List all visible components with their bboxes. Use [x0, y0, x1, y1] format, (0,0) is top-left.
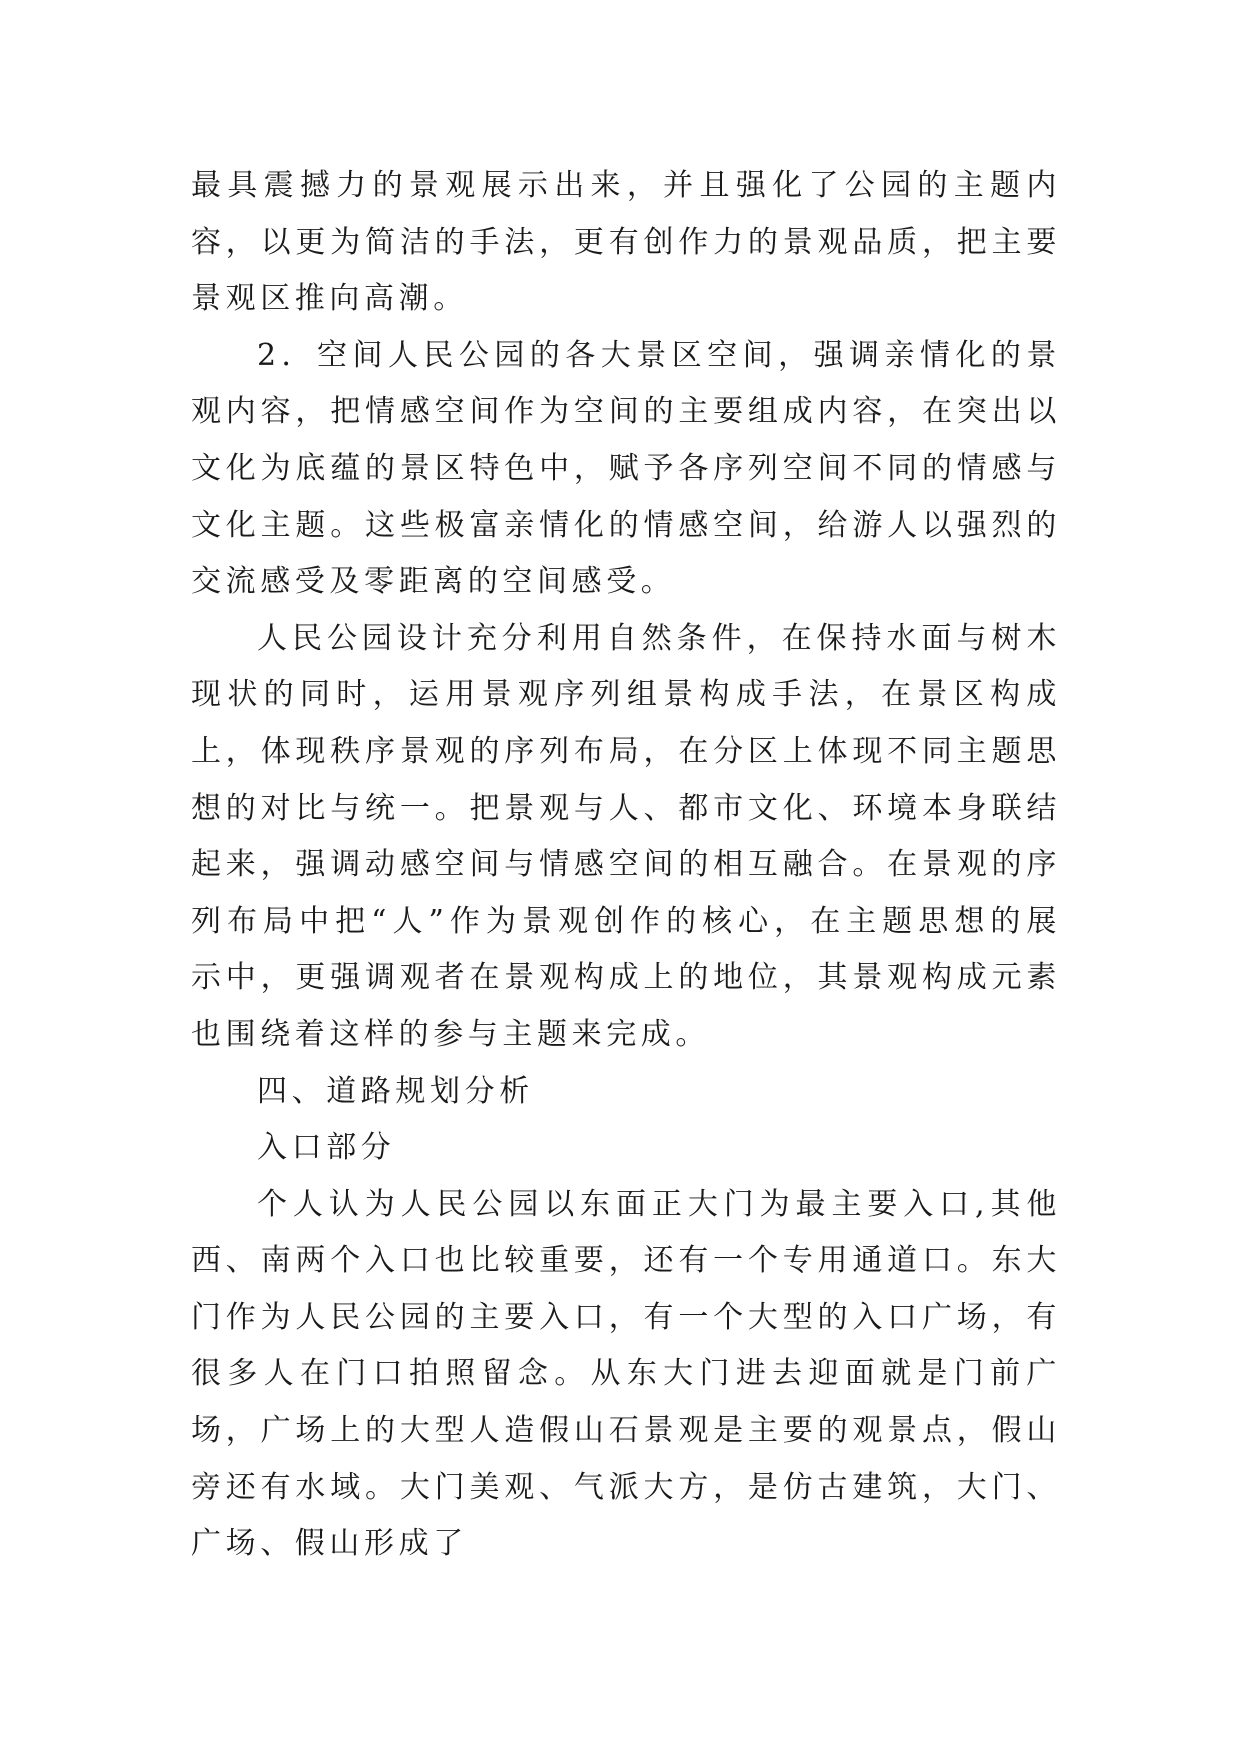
subheading-entrance: 入口部分 — [257, 1130, 396, 1166]
section-heading-road-planning: 四、道路规划分析 — [257, 1073, 534, 1109]
paragraph-park-design: 人民公园设计充分利用自然条件，在保持水面与树木现状的同时，运用景观序列组景构成手法，在景区构成上，体现秩序景观的序列布局，在分区上体现不同主题思想的对比与统一。把景观与人、都市文化、环境本身联结起来，强调动感空间与情感空间的相互融合。在景观的序列布局中把“人”作为景观创作的核心，在主题思想的展示中，更强调观者在景观构成上的地位，其景观构成元素也围绕着这样的参与主题来完成。 — [191, 620, 1061, 1052]
paragraph-space-section: 2．空间人民公园的各大景区空间，强调亲情化的景观内容，把情感空间作为空间的主要组成内容，在突出以文化为底蕴的景区特色中，赋予各序列空间不同的情感与文化主题。这些极富亲情化的情感空间，给游人以强烈的交流感受及零距离的空间感受。 — [191, 337, 1061, 600]
paragraph-continuation: 最具震撼力的景观展示出来，并且强化了公园的主题内容，以更为简洁的手法，更有创作力的景观品质，把主要景观区推向高潮。 — [191, 168, 1061, 317]
paragraph-entrance: 个人认为人民公园以东面正大门为最主要入口,其他西、南两个入口也比较重要，还有一个专用通道口。东大门作为人民公园的主要入口，有一个大型的入口广场，有很多人在门口拍照留念。从东大门进去迎面就是门前广场，广场上的大型人造假山石景观是主要的观景点，假山旁还有水域。大门美观、气派大方，是仿古建筑，大门、广场、假山形成了 — [191, 1186, 1061, 1562]
document-body — [191, 158, 1061, 1573]
